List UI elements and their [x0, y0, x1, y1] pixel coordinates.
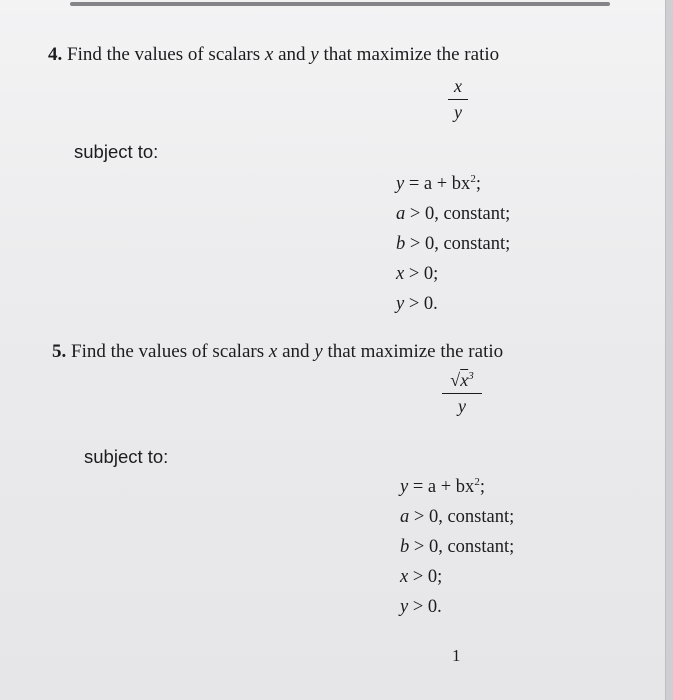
problem-4-ratio — [448, 76, 468, 123]
constraint-rhs: 0, constant; — [428, 507, 515, 528]
problem-4-var-x: x — [264, 44, 274, 65]
problem-4-fraction-bar — [448, 99, 468, 100]
problem-4-var-y: y — [310, 44, 319, 65]
constraint-line — [400, 536, 514, 558]
problem-5-var-x: x — [268, 341, 278, 362]
constraint-rel: > — [404, 264, 424, 285]
constraint-line — [400, 596, 442, 618]
constraint-rhs: 0; — [427, 567, 443, 588]
page-number: 1 — [452, 646, 461, 665]
constraint-lhs: b — [396, 234, 406, 255]
problem-4-text-c: that maximize the ratio — [318, 44, 500, 65]
problem-5-statement — [52, 341, 503, 363]
cut-off-text-line — [70, 0, 610, 8]
constraint-lhs: x — [396, 264, 405, 285]
constraint-lhs: b — [400, 537, 410, 558]
constraint-rel: > — [408, 567, 428, 588]
constraint-rel: > — [408, 597, 428, 618]
constraint-lhs: y — [396, 174, 405, 195]
constraint-lhs: a — [396, 204, 406, 225]
constraint-line — [396, 203, 510, 225]
constraint-lhs: x — [400, 567, 409, 588]
constraint-lhs: y — [396, 294, 405, 315]
constraint-lhs: y — [400, 477, 409, 498]
constraint-rel: > — [409, 537, 429, 558]
constraint-rhs: a + bx — [423, 174, 471, 195]
problem-5-number: 5. — [52, 341, 67, 362]
constraint-tail: ; — [479, 477, 485, 498]
constraint-rhs: 0. — [427, 597, 442, 618]
constraint-rhs: 0, constant; — [424, 204, 511, 225]
constraint-rel: = — [408, 477, 428, 498]
constraint-line — [396, 173, 481, 195]
page-edge — [665, 0, 673, 700]
constraint-rhs: a + bx — [427, 477, 475, 498]
problem-5-var-y: y — [314, 341, 323, 362]
problem-4-denominator: y — [454, 102, 462, 122]
constraint-rhs: 0, constant; — [428, 537, 515, 558]
problem-5-numerator-exponent: 3 — [468, 370, 474, 382]
problem-4-numerator: x — [454, 76, 462, 96]
constraint-rel: > — [405, 234, 425, 255]
constraint-line — [396, 263, 438, 285]
constraint-tail: ; — [475, 174, 481, 195]
problem-4-statement — [48, 44, 499, 66]
constraint-rel: > — [404, 294, 424, 315]
constraint-lhs: y — [400, 597, 409, 618]
constraint-line — [396, 233, 510, 255]
problem-5-numerator-base: x — [460, 370, 469, 390]
problem-4-subject-to: subject to: — [74, 141, 159, 162]
constraint-rel: > — [405, 204, 425, 225]
problem-5-fraction-bar — [442, 393, 482, 394]
problem-5-numerator — [442, 370, 482, 391]
constraint-line — [396, 293, 438, 315]
problem-5-denominator: y — [458, 396, 466, 416]
constraint-rhs: 0, constant; — [424, 234, 511, 255]
problem-4-text-a: Find the values of scalars — [67, 44, 265, 65]
constraint-rhs: 0; — [423, 264, 439, 285]
constraint-sup: 2 — [470, 173, 476, 185]
problem-4-text-b: and — [273, 44, 311, 65]
problem-5-ratio — [442, 370, 482, 417]
constraint-line — [400, 506, 514, 528]
problem-5-text-c: that maximize the ratio — [322, 341, 504, 362]
constraint-rel: = — [404, 174, 424, 195]
constraint-sup: 2 — [474, 476, 480, 488]
problem-5-subject-to: subject to: — [84, 446, 169, 467]
problem-5-text-b: and — [277, 341, 315, 362]
constraint-lhs: a — [400, 507, 410, 528]
constraint-rel: > — [409, 507, 429, 528]
radical-sign: √ — [450, 370, 461, 390]
constraint-line — [400, 476, 485, 498]
constraint-rhs: 0. — [423, 294, 438, 315]
problem-5-text-a: Find the values of scalars — [71, 341, 269, 362]
constraint-line — [400, 566, 442, 588]
problem-4-number: 4. — [48, 44, 63, 65]
